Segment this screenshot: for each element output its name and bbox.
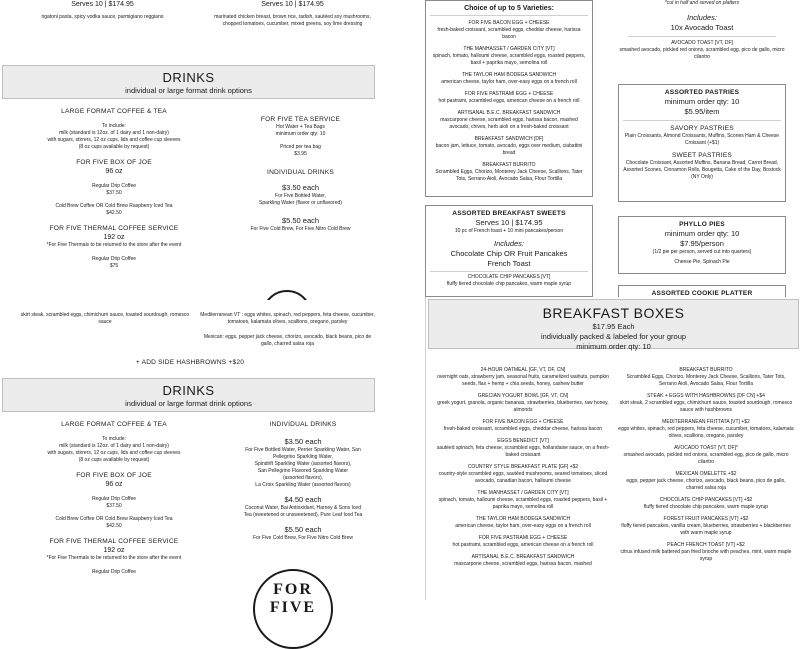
drip-label-2: Regular Drip Coffee (91, 496, 137, 502)
thermal-drip-label-2: Regular Drip Coffee (91, 569, 137, 575)
individual-column-2 (228, 420, 378, 542)
variety-name: THE TAYLOR HAM BODEGA SANDWICH (461, 72, 557, 78)
tier1-line4: San Pellegrino Flavored Sparkling Water (257, 468, 349, 474)
sweets-serves: Serves 10 | $174.95 (475, 218, 543, 227)
phyllo-types: Cheese Pie, Spinach Pie (674, 259, 730, 265)
tier1-line6: La Croix Sparkling Water (assorted flavors) (255, 482, 351, 488)
sweets-item-name: CHOCOLATE CHIP PANCAKES [VT] (467, 274, 551, 280)
box-item-name: BREAKFAST BURRITO (679, 367, 733, 373)
tea-min: minimum order qty: 10 (275, 131, 326, 137)
sweets-note: 10 pc of French toast + 10 mini pancakes/person (454, 228, 564, 234)
cups-line-2: (8 oz cups available by request) (78, 457, 150, 463)
tea-individual-column (228, 115, 373, 233)
box-item-name: 24-HOUR OATMEAL [GF, VT, DF, CN] (480, 367, 566, 373)
avocado-desc: smashed avocado, pickled red onions, scrambled egg, pico de gallo, micro cilantro (619, 47, 785, 60)
box-item-name: THE MANHASSET / GARDEN CITY [VT] (477, 490, 569, 496)
cold-brew-price-2: $42.50 (106, 523, 122, 529)
tier1-line2: Pellegrino Sparkling Water, (272, 454, 334, 460)
breakfast-sweets-box (425, 205, 593, 297)
mexican-desc: Mexican: eggs, pepper jack cheese, chorizo, avocado, black beans, pico de gallo, charred salsa roja (203, 334, 372, 347)
box-item-desc: fluffy tiered pancakes, vanilla cream, blueberries, strawberries + blackberries with warm maple syrup (621, 523, 791, 536)
phyllo-price: $7.95/person (680, 239, 724, 248)
savory-desc: Plain Croissants, Almond Croissants, Muffins, Scones Ham & Cheese Croissant (+$1) (624, 133, 780, 146)
variety-desc: american cheese, taylor ham, over-easy eggs on a french roll (441, 79, 577, 85)
tier1-line1: For Five Bottled Water, Perrier Sparkling Water, San (245, 447, 361, 453)
varieties-box (425, 0, 593, 197)
section-serves-left (0, 0, 205, 21)
phyllo-box (618, 216, 786, 274)
sweets-includes: Includes: (493, 239, 525, 248)
sugars-line: with sugars, stirrers, 12 oz cups, lids and coffee cup sleeves (47, 137, 181, 143)
tier1-line3: Spindrift Sparkling Water (assorted flavors), (254, 461, 352, 467)
sugars-line-2: with sugars, stirrers, 12 oz cups, lids and coffee cup sleeves (47, 450, 181, 456)
thermal-size-2: 192 oz (103, 547, 125, 554)
cookie-title: ASSORTED COOKIE PLATTER (651, 290, 753, 297)
cold-brew-label-2: Cold Brew Coffee OR Cold Brew Raspberry Iced Tea (55, 516, 173, 522)
price-tier-3: $5.50 each (284, 525, 322, 534)
milk-line: milk (standard is 12oz. of 1 dairy and 1 non-dairy) (59, 130, 169, 136)
tier1-desc2: Sparkling Water (flavor or unflavored) (259, 200, 342, 206)
breakfast-boxes-section (425, 297, 800, 600)
variety-desc: Scrambled Eggs, Chorizo, Monterey Jack Cheese, Scallions, Tater Tots, Serrano Aioli, Avocado Salsa, Flour Tortilla (435, 169, 583, 182)
serves-price-2: Serves 10 | $174.95 (261, 1, 324, 8)
box-item-desc: overnight oats, strawberry jam, seasonal fruits, caramelized walnuts, pumpkin seeds, flax + hemp + chia seeds, honey, cashew butter (437, 374, 609, 387)
avocado-toast-box (618, 0, 786, 78)
variety-desc: mascarpone cheese, scrambled eggs, harissa bacon, mashed avocado, chives, herb aioli on a fresh-baked croissant (440, 117, 578, 130)
box-item-desc: eggs whites, spinach, red peppers, feta cheese, cucumber, tomatoes, kalamata olives, scallions, oregano, parsley (618, 426, 794, 439)
thermal-drip-label: Regular Drip Coffee (91, 256, 137, 262)
tea-desc: Hot Water + Tea Bags (276, 124, 325, 130)
box-item-desc: skirt steak, 2 scrambled eggs, chimichurri sauce, toasted sourdough, romesco sauce with hashbrowns (619, 400, 793, 413)
price-tier-1-2: $3.50 each (284, 437, 322, 446)
box-item-desc: Scrambled Eggs, Chorizo, Monterey Jack Cheese, Scallions, Tater Tots, Serrano Aioli, Avocado Salsa, Flour Tortilla (626, 374, 786, 387)
large-format-column (0, 107, 228, 270)
box-item-desc: spinach, tomato, halloumi cheese, scrambled eggs, roasted peppers, basil + paprika mayo, semolina roll (438, 497, 608, 510)
variety-name: FOR FIVE PASTRAMI EGG + CHEESE (464, 91, 554, 97)
box-item-name: MEXICAN OMELETTE +$2 (675, 471, 737, 477)
add-hashbrowns: + ADD SIDE HASHBROWNS +$20 (135, 359, 245, 366)
variety-name: THE MANHASSET / GARDEN CITY [VT] (463, 46, 555, 52)
box-item-desc: sautéed spinach, feta cheese, scrambled eggs, hollandaise sauce, on a fresh-baked croissant (436, 445, 610, 458)
box-item-name: COUNTRY STYLE BREAKFAST PLATE [GF] +$2 (467, 464, 579, 470)
cold-brew-label: Cold Brew Coffee OR Cold Brew Raspberry Iced Tea (55, 203, 173, 209)
box-item-desc: citrus infused milk battered pan fried brioche with peaches, mint, warm maple syrup (620, 549, 792, 562)
box-item-name: FOR FIVE PASTRAMI EGG + CHEESE (478, 535, 568, 541)
thermal-price: $75 (109, 263, 119, 269)
sweets-title: ASSORTED BREAKFAST SWEETS (452, 210, 566, 217)
brand-logo-text: FOR FIVE (269, 581, 317, 616)
price-tier-1: $3.50 each (281, 183, 320, 192)
variety-desc: bacon jam, lettuce, tomato, avocado, eggs over medium, ciabattini bread (435, 143, 583, 156)
variety-name: FOR FIVE BACON EGG + CHEESE (468, 20, 550, 26)
drinks-title-2: DRINKS (162, 383, 215, 398)
pasta-desc: rigatoni pasta, spicy vodka sauce, parmigiano reggiano (41, 14, 164, 20)
pastries-min: minimum order qty: 10 (664, 97, 740, 106)
platter-note: *cut in half and served on platters (664, 0, 740, 6)
sweet-heading: SWEET PASTRIES (671, 152, 733, 159)
box-item-name: AVOCADO TOAST [VT, DF]* (674, 445, 738, 451)
pastries-title: ASSORTED PASTRIES (664, 89, 740, 96)
chicken-bowl-desc: marinated chicken breast, brown rice, radish, sautéed soy mushrooms, chopped tomatoes, cucumber, mixed greens, soy lime dressing (214, 14, 371, 27)
large-format-heading: LARGE FORMAT COFFEE & TEA (61, 108, 167, 115)
varieties-list (430, 20, 588, 183)
tier2-line1: Coconut Water, Bai Antioxidant, Harney & Sons Iced (245, 505, 361, 511)
box-item-desc: hot pastrami, scrambled eggs, american cheese on a french roll (452, 542, 594, 548)
boxes-left-list (434, 367, 612, 573)
variety-name: BREAKFAST SANDWICH [DF] (474, 136, 544, 142)
box-item-name: STEAK + EGGS WITH HASHBROWNS [DF CN] +$4 (647, 393, 765, 399)
mid-section (0, 300, 380, 350)
breakfast-boxes-price: $17.95 Each (592, 322, 635, 331)
large-format-heading-2: LARGE FORMAT COFFEE & TEA (61, 421, 167, 428)
box-item-desc: country-style scrambled eggs, sautéed mushrooms, seared tomatoes, sliced avocado, canadian bacon, halloumi cheese (438, 471, 608, 484)
pastries-price: $5.95/item (684, 107, 720, 116)
breakfast-boxes-min: minimum order qty: 10 (576, 342, 651, 351)
thermal-note-2: *For Five Thermals to be returned to the store after the event (46, 555, 182, 561)
tier2-desc: For Five Cold Brew, For Five Nitro Cold Brew (250, 226, 351, 232)
tea-service-heading: FOR FIVE TEA SERVICE (260, 116, 341, 123)
sweets-item-desc: fluffy tiered chocolate chip pancakes, warm maple syrup (446, 281, 572, 287)
box-item-name: THE TAYLOR HAM BODEGA SANDWICH (475, 516, 571, 522)
cold-brew-price: $42.50 (106, 210, 122, 216)
breakfast-boxes-title: BREAKFAST BOXES (542, 305, 685, 321)
include-label: To include: (102, 123, 126, 129)
drinks-title: DRINKS (162, 70, 215, 85)
savory-heading: SAVORY PASTRIES (670, 125, 734, 132)
box-item-name: FOR FIVE BACON EGG + CHEESE (482, 419, 564, 425)
box-item-name: ARTISANAL B.E.C. BREAKFAST SANDWICH (471, 554, 575, 560)
phyllo-min: minimum order qty: 10 (664, 229, 740, 238)
variety-desc: spinach, tomato, halloumi cheese, scrambled eggs, roasted peppers, basil + paprika mayo, semolina roll (432, 53, 586, 66)
drinks-header (2, 65, 375, 99)
box-item-desc: fresh-baked croissant, scrambled eggs, cheddar cheese, harissa bacon (443, 426, 603, 432)
box-item-desc: american cheese, taylor ham, over-easy eggs on a french roll (455, 523, 591, 529)
breakfast-boxes-header (428, 299, 799, 349)
sweets-inc2: French Toast (487, 259, 531, 268)
drinks-header-2 (2, 378, 375, 412)
include-label-2: To include: (102, 436, 126, 442)
tier3-desc: For Five Cold Brew, For Five Nitro Cold Brew (252, 535, 354, 541)
tea-priced: Priced per tea bag (280, 144, 321, 150)
box-item-desc: eggs, pepper jack cheese, chorizo, avocado, black beans, pico de gallo, charred salsa roja (626, 478, 786, 491)
tier1-line5: (assorted flavors), (282, 475, 323, 481)
avocado-name: AVOCADO TOAST [VT, DF] (671, 40, 733, 46)
boxes-right-list (618, 367, 794, 568)
box-item-name: EGGS BENEDICT [VT] (497, 438, 549, 444)
box-of-joe-size-2: 96 oz (105, 481, 123, 488)
large-format-column-2 (0, 420, 228, 576)
price-tier-2-2: $4.50 each (284, 495, 322, 504)
phyllo-title: PHYLLO PIES (679, 221, 725, 228)
phyllo-note: (1/2 pie per person, served cut into quarters) (652, 249, 752, 255)
thermal-heading: FOR FIVE THERMAL COFFEE SERVICE (49, 225, 179, 232)
avocado-includes: Includes: (686, 13, 718, 22)
section-serves-right (205, 0, 380, 28)
milk-line-2: milk (standard is 12oz. of 1 dairy and 1 non-dairy) (59, 443, 169, 449)
thermal-size: 192 oz (103, 234, 125, 241)
individual-drinks-heading: INDIVIDUAL DRINKS (267, 169, 334, 176)
individual-drinks-heading-2: INDIVIDUAL DRINKS (269, 421, 337, 428)
variety-desc: fresh-baked croissant, scrambled eggs, cheddar cheese, harissa bacon (437, 27, 581, 40)
serves-price: Serves 10 | $174.95 (71, 1, 134, 8)
tier2-line2: Tea (sweetened or unsweetened), Pure Leaf Iced Tea (243, 512, 363, 518)
sweets-inc1: Chocolate Chip OR Fruit Pancakes (450, 249, 568, 258)
variety-desc: hot pastrami, scrambled eggs, american cheese on a french roll (438, 98, 580, 104)
box-item-desc: smashed avocado, pickled red onions, scrambled egg, pico de gallo, micro cilantro (623, 452, 789, 465)
varieties-heading: Choice of up to 5 Varieties: (464, 5, 554, 12)
sweet-desc: Chocolate Croissant, Assorted Muffins, Banana Bread, Carrot Bread, Assorted Scones, Cinnamon Rolls, Bougetta, Cake of the Day, Bostock (NY Only) (623, 160, 781, 180)
box-item-name: CHOCOLATE CHIP PANCAKES [VT] +$2 (659, 497, 753, 503)
thermal-heading-2: FOR FIVE THERMAL COFFEE SERVICE (49, 538, 179, 545)
box-item-desc: mascarpone cheese, scrambled eggs, harissa bacon, mashed (454, 561, 592, 567)
box-item-name: GRECIAN YOGURT BOWL [GF, VT, CN] (477, 393, 569, 399)
avocado-toast-count: 10x Avocado Toast (670, 23, 734, 32)
tier1-desc: For Five Bottled Water, (275, 193, 326, 199)
box-of-joe-size: 96 oz (105, 168, 123, 175)
drip-label: Regular Drip Coffee (91, 183, 137, 189)
box-of-joe-heading-2: FOR FIVE BOX OF JOE (76, 472, 152, 479)
brand-logo (253, 569, 333, 649)
box-item-desc: greek yogurt, granola, organic bananas, strawberries, blueberries, raw honey, almonds (437, 400, 609, 413)
cups-line: (8 oz cups available by request) (78, 144, 150, 150)
drinks-subtitle-2: individual or large format drink options (125, 399, 252, 408)
drinks-subtitle: individual or large format drink options (125, 86, 252, 95)
variety-name: ARTISANAL B.E.C. BREAKFAST SANDWICH (457, 110, 561, 116)
box-item-name: MEDITERRANEAN FRITTATA [VT] +$2 (662, 419, 750, 425)
box-of-joe-heading: FOR FIVE BOX OF JOE (76, 159, 152, 166)
price-tier-2: $5.50 each (281, 216, 320, 225)
breakfast-boxes-line: individually packed & labeled for your group (540, 332, 687, 341)
drip-price-2: $37.50 (106, 503, 122, 509)
thermal-note: *For Five Thermals to be returned to the store after the event (46, 242, 182, 248)
drip-price: $37.50 (106, 190, 122, 196)
box-item-desc: fluffy tiered chocolate chip pancakes, warm maple syrup (643, 504, 769, 510)
box-item-name: FOREST FRUIT PANCAKES [VT] +$2 (663, 516, 749, 522)
mediterranean-desc: Mediterranean VT : eggs whites, spinach, red peppers, feta cheese, cucumber, tomatoes, kalamata olives, scallions, oregano, parsley (200, 312, 375, 325)
steak-desc: skirt steak, scrambled eggs, chimichurri sauce, toasted sourdough, romesco sauce (20, 312, 190, 325)
tea-price: $3.95 (294, 151, 307, 157)
variety-name: BREAKFAST BURRITO (482, 162, 536, 168)
pastries-box (618, 84, 786, 202)
box-item-name: PEACH FRENCH TOAST [VT] +$2 (667, 542, 745, 548)
